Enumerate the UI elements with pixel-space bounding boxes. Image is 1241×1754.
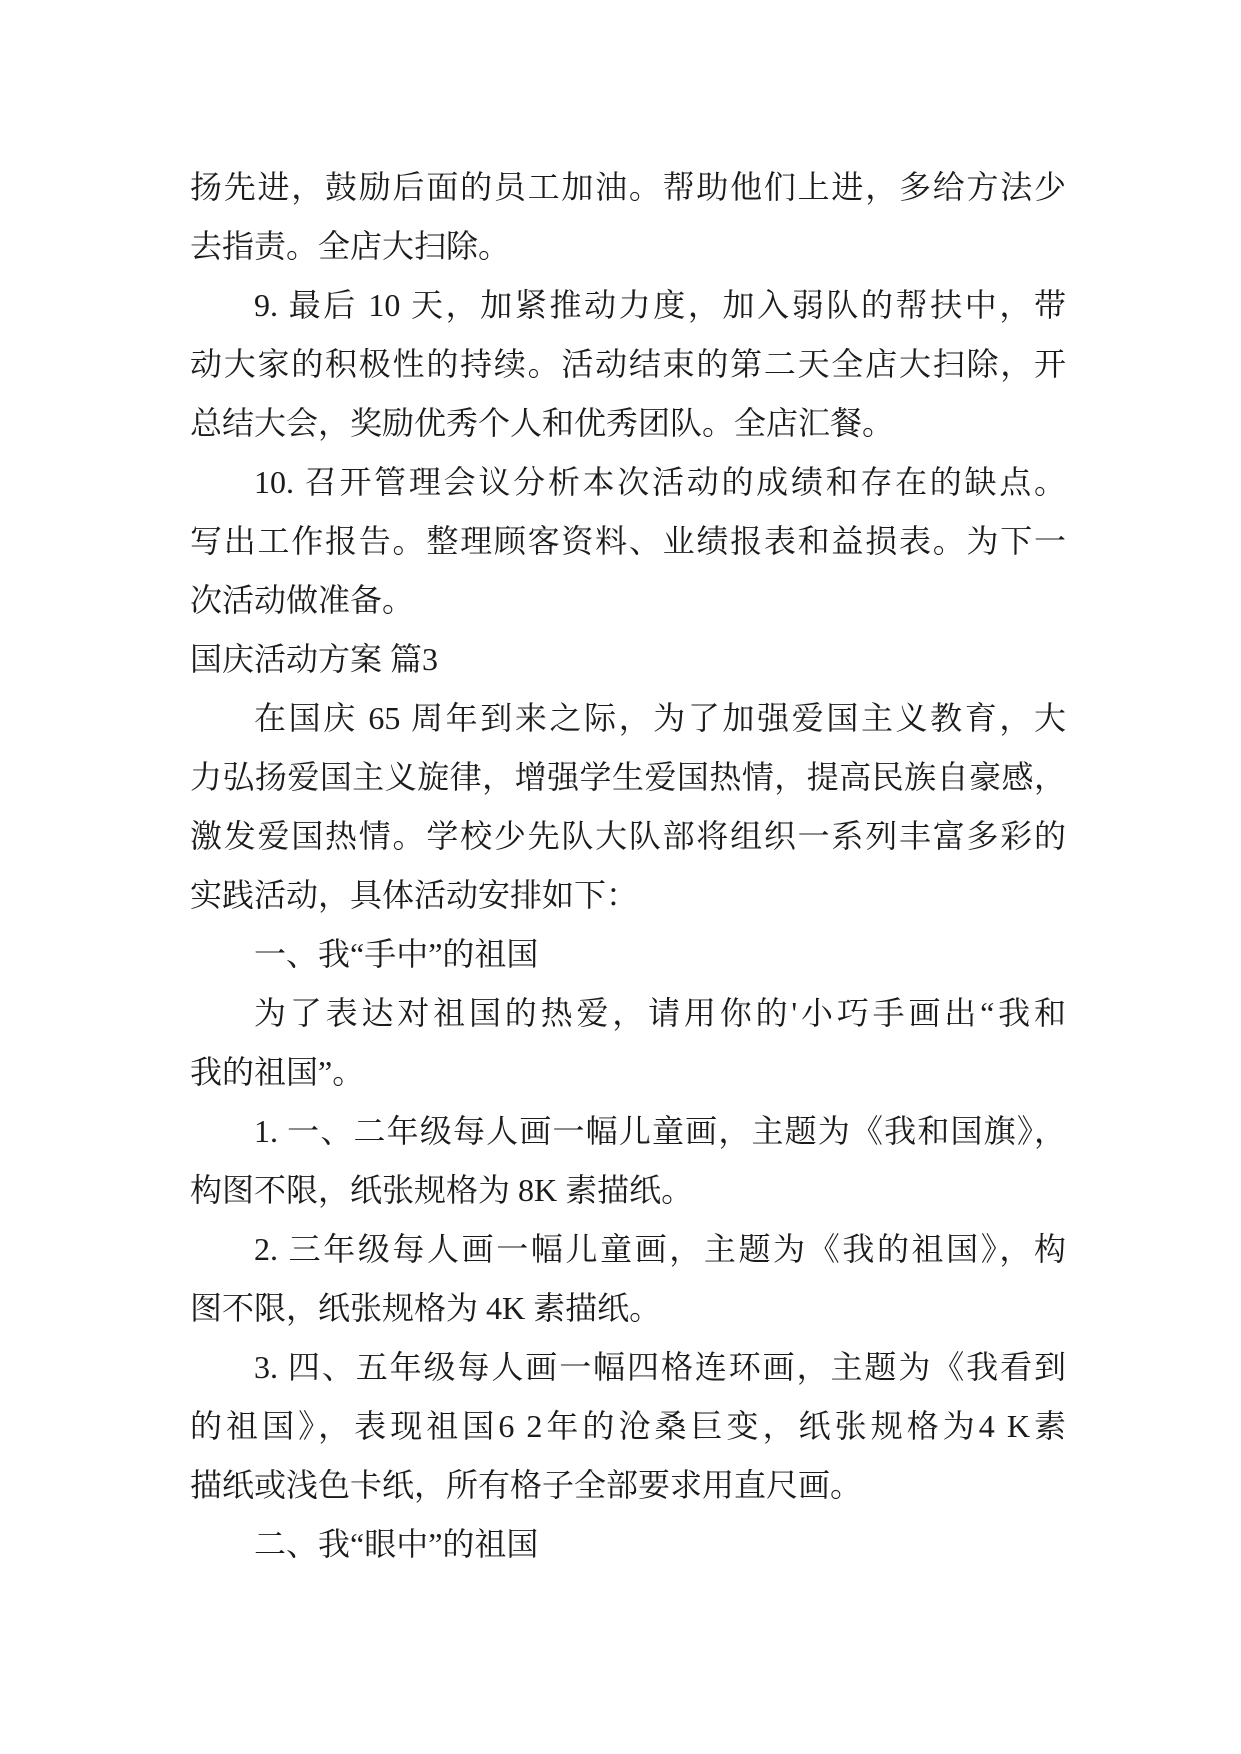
text-line: 为了表达对祖国的热爱，请用你的'小巧手画出“我和 <box>254 995 1066 1031</box>
text-line: 的祖国》，表现祖国6 2年的沧桑巨变，纸张规格为4 K素 <box>190 1408 1066 1444</box>
text-line: 力弘扬爱国主义旋律，增强学生爱国热情，提高民族自豪感， <box>190 759 1066 795</box>
text-line: 一、我“手中”的祖国 <box>254 936 539 972</box>
text-line: 在国庆 65 周年到来之际，为了加强爱国主义教育，大 <box>254 700 1066 736</box>
text-line: 我的祖国”。 <box>190 1054 365 1090</box>
section-heading: 国庆活动方案 篇3 <box>190 641 439 677</box>
text-line: 9. 最后 10 天，加紧推动力度，加入弱队的帮扶中，带 <box>254 287 1066 323</box>
text-line: 写出工作报告。整理顾客资料、业绩报表和益损表。为下一 <box>190 523 1066 559</box>
text-line: 构图不限，纸张规格为 8K 素描纸。 <box>190 1172 694 1208</box>
text-line: 2. 三年级每人画一幅儿童画，主题为《我的祖国》，构 <box>254 1231 1066 1267</box>
text-line: 激发爱国热情。学校少先队大队部将组织一系列丰富多彩的 <box>190 818 1066 854</box>
text-line: 二、我“眼中”的祖国 <box>254 1526 539 1562</box>
text-line: 总结大会，奖励优秀个人和优秀团队。全店汇餐。 <box>190 405 895 441</box>
text-line: 描纸或浅色卡纸，所有格子全部要求用直尺画。 <box>190 1467 863 1503</box>
text-line: 实践活动，具体活动安排如下： <box>190 877 639 913</box>
text-line: 扬先进，鼓励后面的员工加油。帮助他们上进，多给方法少 <box>190 169 1066 205</box>
text-line: 10. 召开管理会议分析本次活动的成绩和存在的缺点。 <box>254 464 1066 500</box>
text-line: 去指责。全店大扫除。 <box>190 228 511 264</box>
text-line: 次活动做准备。 <box>190 582 415 618</box>
text-line: 3. 四、五年级每人画一幅四格连环画，主题为《我看到 <box>254 1349 1066 1385</box>
text-line: 图不限，纸张规格为 4K 素描纸。 <box>190 1290 662 1326</box>
text-line: 动大家的积极性的持续。活动结束的第二天全店大扫除，开 <box>190 346 1066 382</box>
text-line: 1. 一、二年级每人画一幅儿童画，主题为《我和国旗》， <box>254 1113 1066 1149</box>
text-lines <box>190 158 1066 1574</box>
